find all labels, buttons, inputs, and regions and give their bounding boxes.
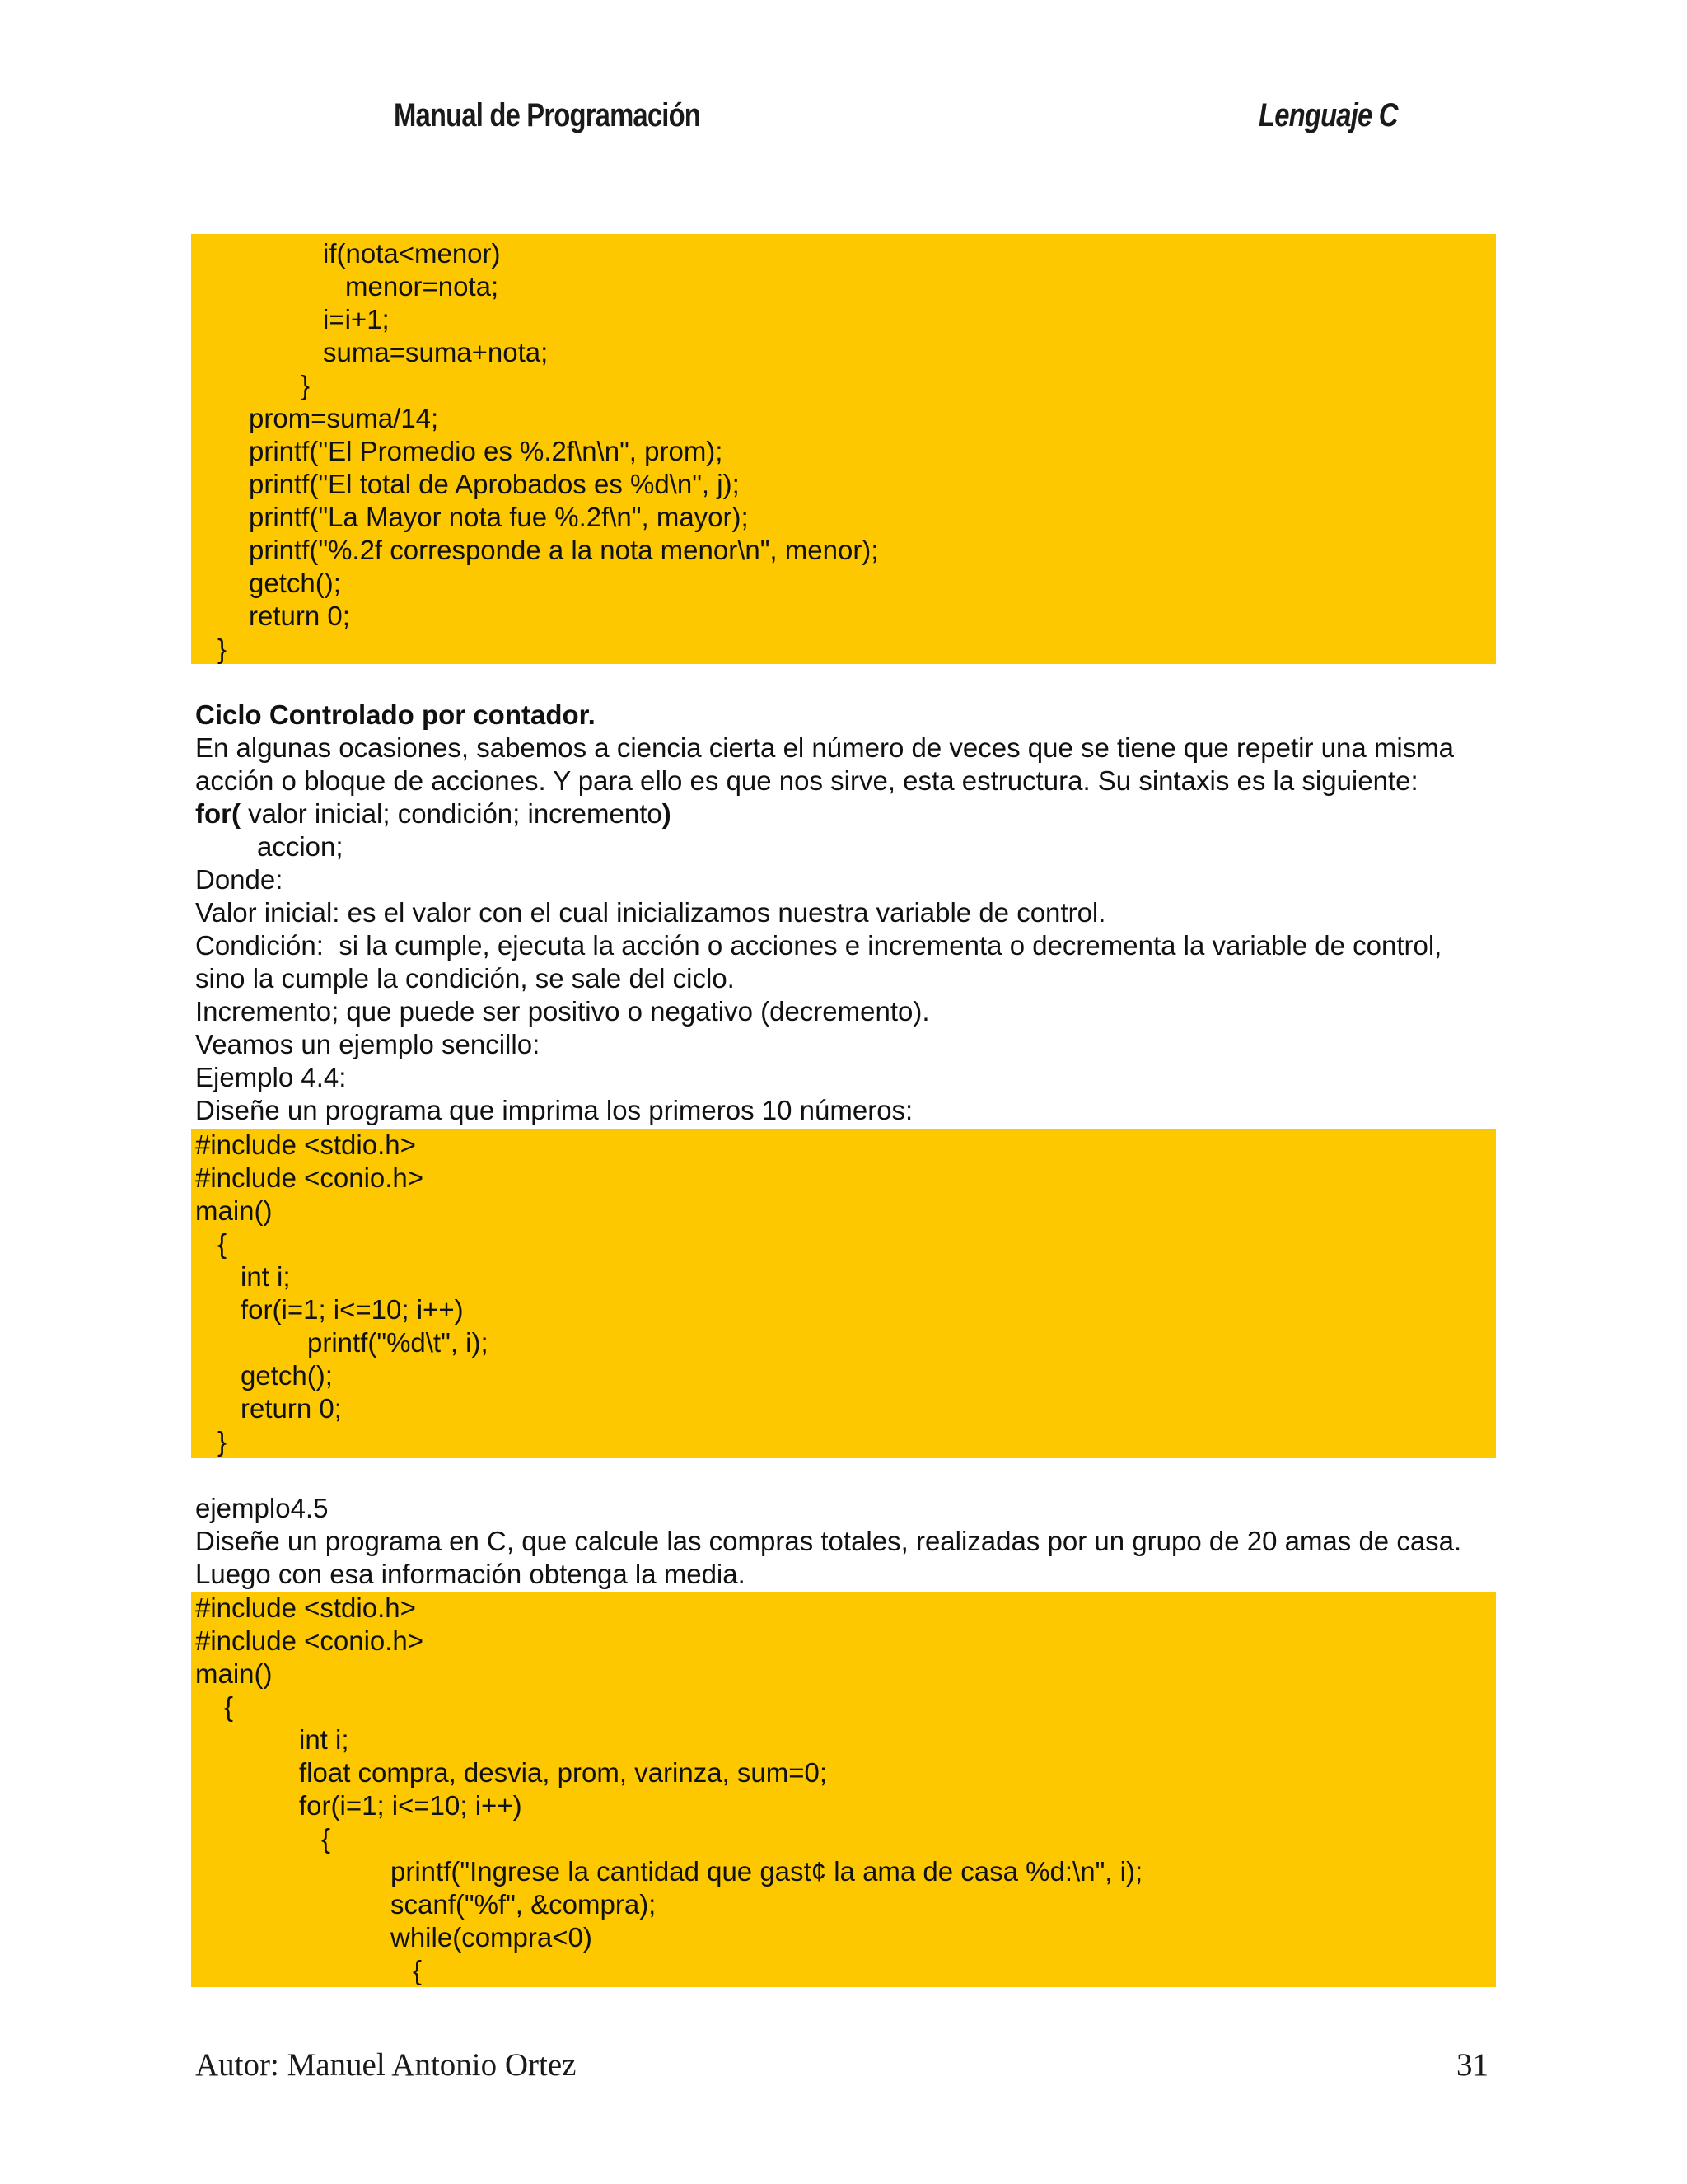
example-label: Ejemplo 4.4: bbox=[195, 1062, 347, 1092]
code-line: { bbox=[321, 1823, 331, 1854]
code-line: for(i=1; i<=10; i++) bbox=[299, 1790, 522, 1821]
author-credit: Autor: Manuel Antonio Ortez bbox=[195, 2047, 577, 2083]
code-line: prom=suma/14; bbox=[249, 403, 439, 433]
language-title: Lenguaje C bbox=[1259, 97, 1398, 133]
code-line: printf("%d\t", i); bbox=[307, 1327, 488, 1358]
page-number: 31 bbox=[1456, 2047, 1488, 2083]
code-line: float compra, desvia, prom, varinza, sum=0; bbox=[299, 1757, 828, 1788]
code-line: } bbox=[217, 1426, 227, 1457]
code-block-2 bbox=[191, 1129, 1496, 1458]
syntax-args: valor inicial; condición; incremento bbox=[240, 798, 662, 829]
code-line: for(i=1; i<=10; i++) bbox=[241, 1294, 464, 1325]
code-line: main() bbox=[195, 1658, 273, 1689]
paragraph-line: acción o bloque de acciones. Y para ello es que nos sirve, esta estructura. Su sintaxis es la siguiente: bbox=[195, 765, 1418, 796]
condicion-text: Condición: si la cumple, ejecuta la acción o acciones e incrementa o decrementa la variable de control, bbox=[195, 930, 1442, 961]
code-line: #include <stdio.h> bbox=[195, 1129, 416, 1160]
code-line: printf("El Promedio es %.2f\n\n", prom); bbox=[249, 436, 723, 466]
example-desc: Diseñe un programa que imprima los primeros 10 números: bbox=[195, 1095, 914, 1125]
code-line: i=i+1; bbox=[323, 304, 390, 334]
code-line: menor=nota; bbox=[345, 271, 499, 302]
code-line: return 0; bbox=[249, 601, 350, 631]
code-line: suma=suma+nota; bbox=[323, 337, 549, 367]
syntax-close: ) bbox=[661, 798, 671, 829]
code-block-3 bbox=[191, 1592, 1496, 1987]
code-line: printf("La Mayor nota fue %.2f\n", mayor); bbox=[249, 502, 749, 532]
code-line: if(nota<menor) bbox=[323, 238, 501, 269]
code-line: scanf("%f", &compra); bbox=[390, 1889, 657, 1920]
code-line: main() bbox=[195, 1195, 273, 1226]
example-label: ejemplo4.5 bbox=[195, 1493, 329, 1523]
example-desc: Luego con esa información obtenga la media. bbox=[195, 1559, 745, 1589]
code-line: getch(); bbox=[241, 1360, 333, 1391]
code-line: int i; bbox=[299, 1724, 349, 1755]
veamos-text: Veamos un ejemplo sencillo: bbox=[195, 1029, 540, 1059]
code-line: { bbox=[224, 1691, 234, 1722]
code-line: printf("El total de Aprobados es %d\n", j); bbox=[249, 469, 740, 499]
code-line: #include <stdio.h> bbox=[195, 1592, 416, 1623]
condicion-text: sino la cumple la condición, se sale del ciclo. bbox=[195, 963, 735, 994]
example-desc: Diseñe un programa en C, que calcule las compras totales, realizadas por un grupo de 20 amas de casa. bbox=[195, 1526, 1462, 1556]
syntax-body: accion; bbox=[257, 831, 343, 862]
syntax-keyword: for( bbox=[195, 798, 241, 829]
code-line: printf("%.2f corresponde a la nota menor\n", menor); bbox=[249, 535, 879, 565]
code-line: #include <conio.h> bbox=[195, 1162, 424, 1193]
manual-title: Manual de Programación bbox=[394, 97, 701, 133]
donde-label: Donde: bbox=[195, 864, 283, 895]
code-block-1 bbox=[191, 234, 1496, 664]
code-line: #include <conio.h> bbox=[195, 1625, 424, 1656]
syntax-line bbox=[195, 797, 671, 830]
incremento-text: Incremento; que puede ser positivo o negativo (decremento). bbox=[195, 996, 930, 1027]
section-heading: Ciclo Controlado por contador. bbox=[195, 699, 596, 730]
code-line: int i; bbox=[241, 1261, 291, 1292]
paragraph-line: En algunas ocasiones, sabemos a ciencia cierta el número de veces que se tiene que repetir una misma bbox=[195, 732, 1455, 763]
code-line: } bbox=[301, 370, 311, 400]
code-line: getch(); bbox=[249, 568, 341, 598]
code-line: while(compra<0) bbox=[390, 1922, 592, 1953]
code-line: { bbox=[413, 1955, 423, 1985]
code-line: { bbox=[217, 1228, 227, 1259]
code-line: return 0; bbox=[241, 1393, 342, 1424]
valor-inicial-text: Valor inicial: es el valor con el cual inicializamos nuestra variable de control. bbox=[195, 897, 1106, 928]
code-line: printf("Ingrese la cantidad que gast¢ la ama de casa %d:\n", i); bbox=[390, 1856, 1143, 1887]
code-line: } bbox=[217, 634, 227, 664]
